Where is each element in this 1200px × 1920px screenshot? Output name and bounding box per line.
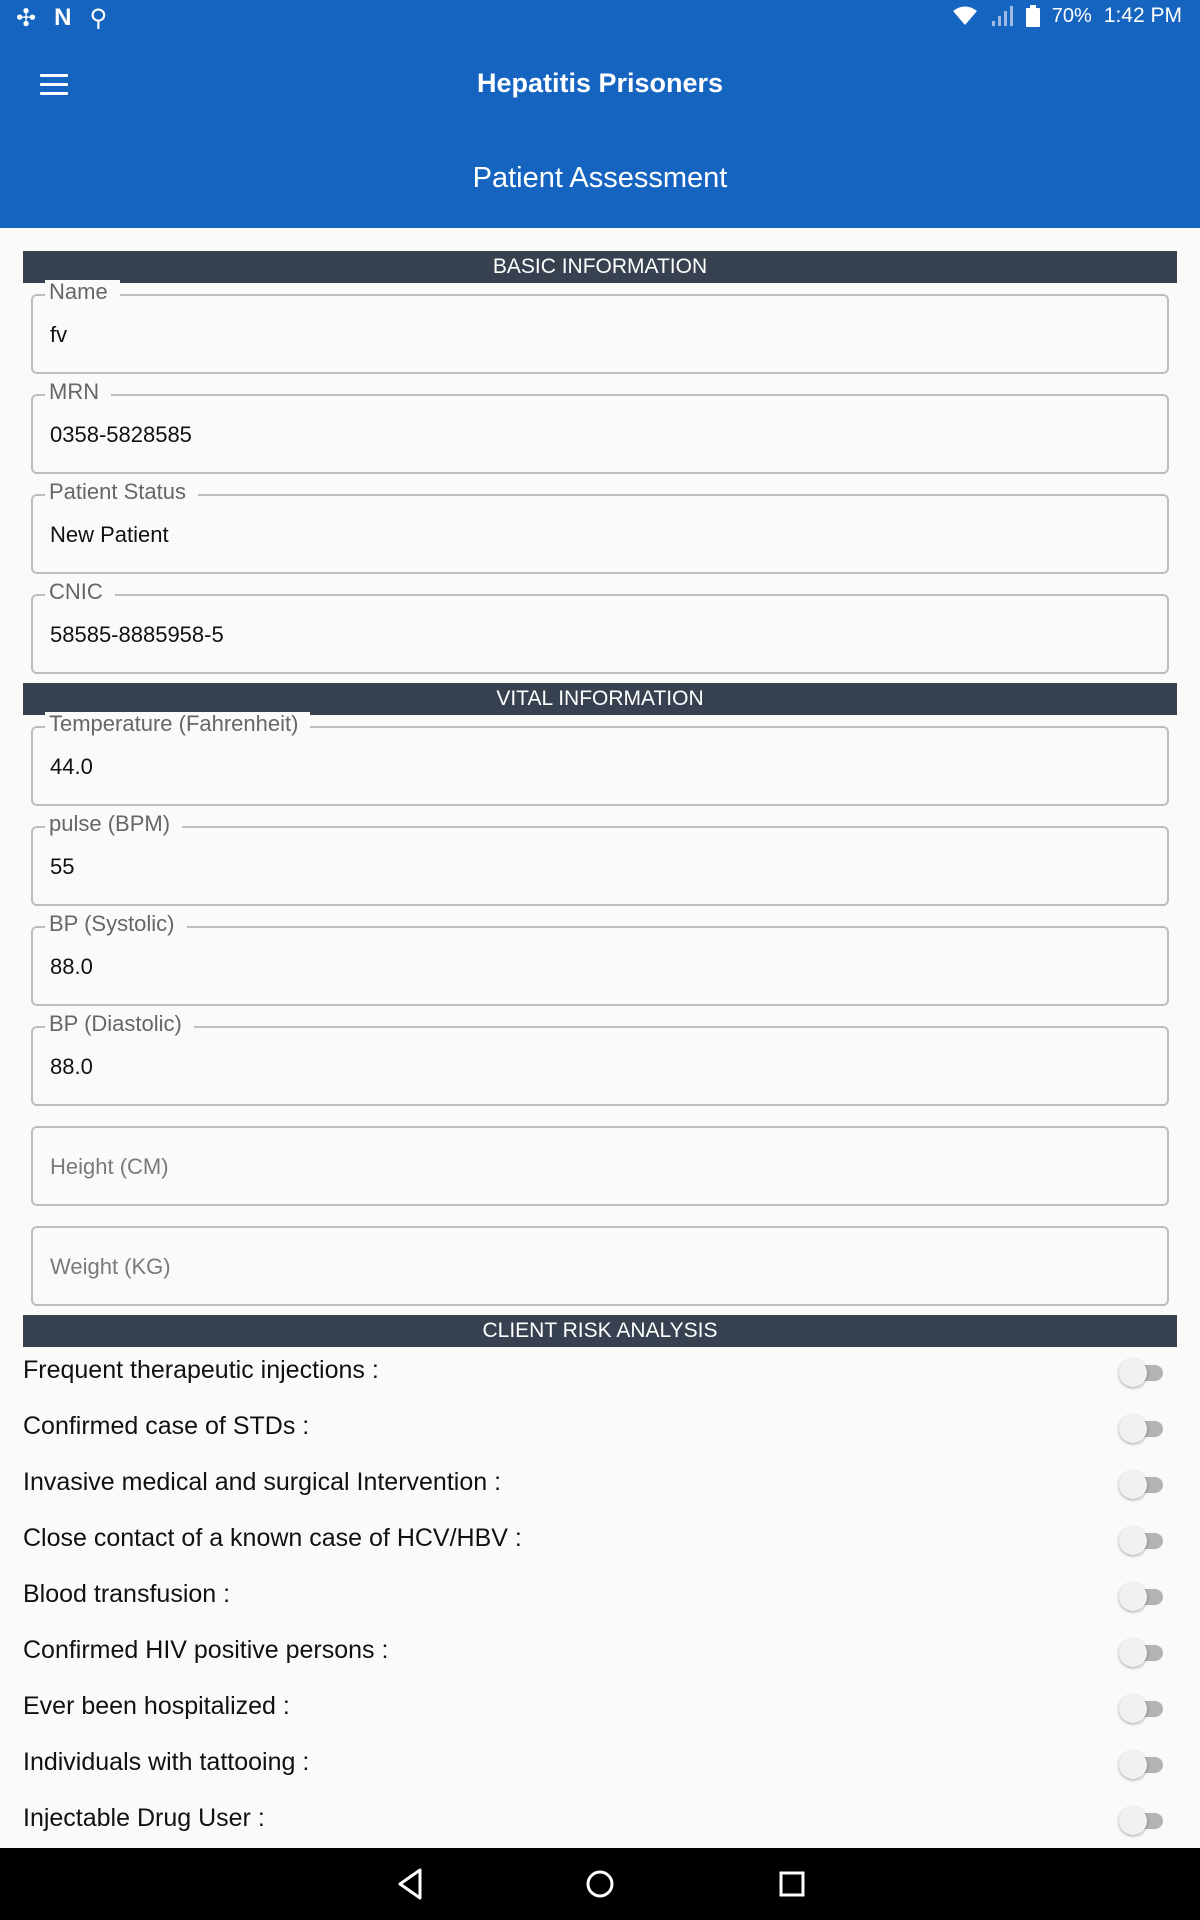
usb-icon: ⚲ [89,5,108,32]
risk-item [23,1630,1177,1670]
risk-item [23,1462,1177,1502]
pinwheel-icon: ✣ [16,5,37,32]
name-field[interactable] [31,279,1169,374]
risk-item [23,1518,1177,1558]
field-placeholder: Weight (KG) [50,1254,171,1279]
battery-icon [1026,5,1040,27]
risk-item [23,1350,1177,1390]
risk-toggle[interactable] [1119,1582,1163,1610]
field-label: MRN [45,380,111,404]
cnic-field[interactable] [31,579,1169,674]
battery-percent: 70% [1051,4,1092,27]
risk-item [23,1798,1177,1838]
mrn-field[interactable] [31,379,1169,474]
field-value: fv [50,322,68,347]
risk-item-label: Invasive medical and surgical Intervention : [23,1468,502,1496]
risk-item [23,1574,1177,1614]
risk-toggle[interactable] [1119,1694,1163,1722]
risk-item-label: Ever been hospitalized : [23,1692,290,1720]
risk-item-label: Confirmed case of STDs : [23,1412,310,1440]
system-nav-bar [0,1848,1200,1920]
field-label: CNIC [45,580,115,604]
patient-status-field[interactable] [31,479,1169,574]
risk-item-label: Close contact of a known case of HCV/HBV : [23,1524,522,1552]
bp-systolic-field[interactable] [31,911,1169,1006]
risk-toggle[interactable] [1119,1358,1163,1386]
back-icon[interactable] [388,1862,432,1906]
app-bar [0,34,1200,228]
wifi-icon [952,5,978,27]
risk-item-label: Blood transfusion : [23,1580,231,1608]
risk-item-label: Frequent therapeutic injections : [23,1356,379,1384]
risk-item-label: Injectable Drug User : [23,1804,265,1832]
field-value: 88.0 [50,954,93,979]
field-label: pulse (BPM) [45,812,182,836]
recents-icon[interactable] [770,1862,814,1906]
section-header-basic: BASIC INFORMATION [23,251,1177,283]
pulse-field[interactable] [31,811,1169,906]
risk-item-label: Individuals with tattooing : [23,1748,310,1776]
risk-toggle[interactable] [1119,1638,1163,1666]
page-title: Patient Assessment [472,162,728,194]
field-value: 58585-8885958-5 [50,622,224,647]
temperature-field[interactable] [31,711,1169,806]
signal-icon [990,5,1014,27]
height-field[interactable] [31,1126,1169,1206]
risk-item [23,1686,1177,1726]
field-value: New Patient [50,522,169,547]
risk-toggle[interactable] [1119,1470,1163,1498]
field-label: Temperature (Fahrenheit) [45,712,310,736]
field-value: 0358-5828585 [50,422,192,447]
risk-toggle[interactable] [1119,1806,1163,1834]
field-label: BP (Diastolic) [45,1012,194,1036]
field-value: 88.0 [50,1054,93,1079]
risk-item [23,1742,1177,1782]
status-bar [0,0,1200,34]
field-placeholder: Height (CM) [50,1154,169,1179]
risk-toggle[interactable] [1119,1526,1163,1554]
risk-toggle[interactable] [1119,1750,1163,1778]
section-header-vital: VITAL INFORMATION [23,683,1177,715]
field-value: 44.0 [50,754,93,779]
clock: 1:42 PM [1103,4,1182,27]
weight-field[interactable] [31,1226,1169,1306]
risk-item [23,1406,1177,1446]
field-label: Patient Status [45,480,198,504]
n-icon: N [54,4,72,31]
field-label: BP (Systolic) [45,912,187,936]
risk-item-label: Confirmed HIV positive persons : [23,1636,389,1664]
risk-toggle[interactable] [1119,1414,1163,1442]
section-header-risk: CLIENT RISK ANALYSIS [23,1315,1177,1347]
field-label: Name [45,280,120,304]
app-title: Hepatitis Prisoners [476,68,724,98]
bp-diastolic-field[interactable] [31,1011,1169,1106]
home-icon[interactable] [578,1862,622,1906]
assessment-form [0,228,1200,1848]
field-value: 55 [50,854,75,879]
